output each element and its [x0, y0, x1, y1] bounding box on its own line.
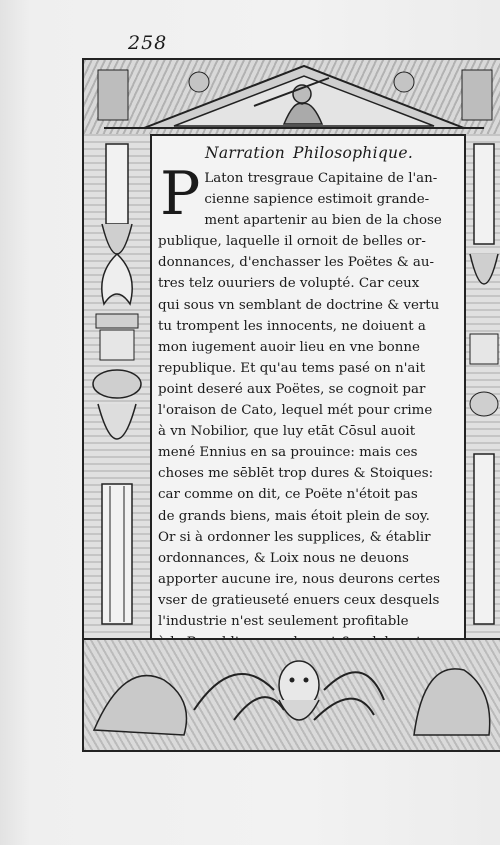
text-line: mon iugement auoir lieu en vne bonne [158, 339, 420, 355]
left-column-ornament [84, 134, 152, 640]
bottom-woodcut-ornament [84, 638, 500, 750]
heading-word-philosophique: Philosophique. [293, 144, 414, 162]
text-line: donnances, d'enchasser les Poëtes & au- [158, 255, 435, 271]
text-line: ordonnances, & Loix nous ne deuons [158, 550, 409, 566]
text-line: car comme on dit, ce Poëte n'étoit pas [158, 487, 418, 503]
main-text-column [158, 138, 460, 638]
candelabrum-column-illustration [84, 134, 150, 640]
drop-cap-letter: P [160, 159, 201, 229]
text-line: Or si à ordonner les supplices, & établir [158, 529, 431, 545]
body-paragraph [158, 159, 460, 674]
text-line: Laton tresgraue Capitaine de l'an- [204, 171, 438, 186]
text-line: l'oraison de Cato, lequel mét pour crime [158, 403, 433, 419]
chapter-heading [158, 144, 460, 162]
text-line: cienne sapience estimoit grande- [204, 192, 430, 208]
text-line: point deseré aux Poëtes, se cognoit par [158, 381, 426, 397]
text-line: ment apartenir au bien de la chose [204, 213, 442, 229]
text-line: tres telz ouuriers de volupté. Car ceux [158, 276, 420, 292]
text-line: vser de gratieuseté enuers ceux desquels [158, 592, 440, 608]
pediment-figure-illustration [84, 60, 500, 134]
right-column-illustration [466, 134, 500, 640]
page-number: 258 [128, 32, 168, 54]
right-column-ornament [464, 134, 500, 640]
text-line: l'industrie n'est seulement profitable [158, 613, 409, 629]
text-line: choses me sēblēt trop dures & Stoiques: [158, 466, 434, 482]
text-line: de grands biens, mais étoit plein de soy. [158, 508, 430, 524]
text-line: publique, laquelle il ornoit de belles or- [158, 234, 426, 250]
text-line: apporter aucune ire, nous deurons certes [158, 571, 440, 587]
woodcut-border-frame [82, 58, 500, 752]
text-line: à vn Nobilior, que luy etāt Cōsul auoit [158, 424, 416, 440]
top-woodcut-ornament [84, 60, 500, 136]
text-line: republique. Et qu'au tems pasé on n'ait [158, 360, 426, 376]
text-line: tu trompent les innocents, ne doiuent a [158, 318, 426, 334]
grotesque-mask-illustration [84, 640, 500, 750]
text-line: mené Ennius en sa prouince: mais ces [158, 445, 418, 461]
heading-word-narration: Narration [204, 144, 286, 162]
text-line: qui sous vn semblant de doctrine & vertu [158, 297, 440, 313]
